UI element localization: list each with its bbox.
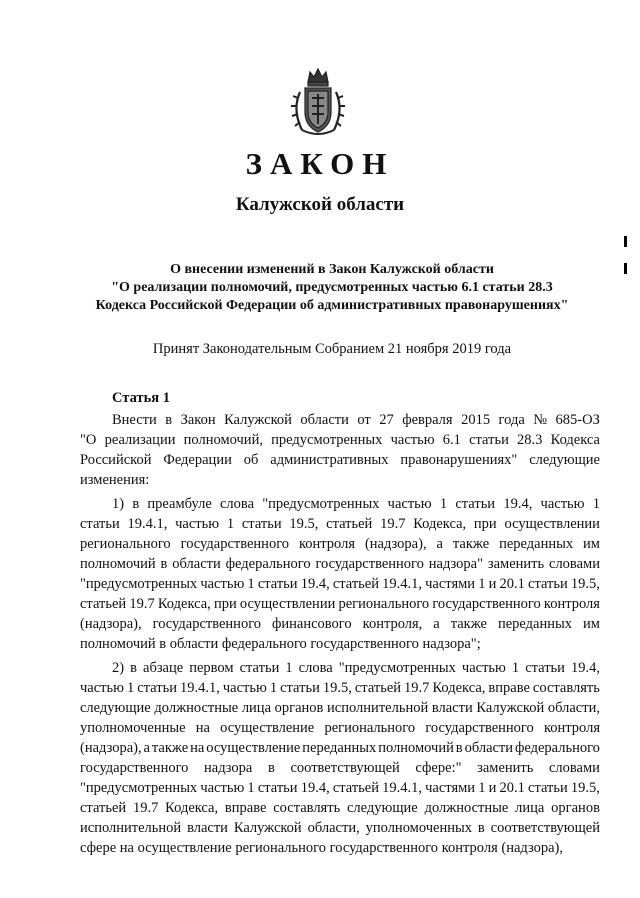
word: статьей — [332, 780, 379, 796]
document-subtitle: Калужской области — [235, 194, 405, 215]
text-line — [80, 658, 600, 678]
word: а — [436, 536, 443, 552]
word: 19.4.1, — [382, 576, 422, 592]
article-title: Статья 1 — [112, 390, 170, 406]
word: реализации — [104, 432, 176, 448]
document-title: ЗАКОН — [245, 146, 395, 181]
word: следующие — [80, 700, 151, 716]
word: 19.5, — [570, 576, 600, 592]
heading-line: О внесении изменений в Закон Калужской области — [170, 262, 494, 277]
word: 28.3 — [517, 432, 543, 448]
word: Калужской — [476, 700, 545, 716]
text-line — [80, 450, 600, 470]
word: Калужской — [224, 412, 292, 428]
word: в — [160, 556, 168, 572]
word: 685-ОЗ — [555, 412, 600, 428]
word: абзаце — [143, 660, 184, 676]
word: составлять — [273, 800, 341, 816]
word: уполномоченных — [365, 820, 472, 836]
text-line — [80, 514, 600, 534]
word: изменения: — [80, 472, 150, 488]
word: 19.7 — [380, 516, 406, 532]
word: лица — [515, 800, 545, 816]
word: власти — [431, 700, 473, 716]
word: осуществлении — [239, 596, 336, 612]
word: полномочий — [378, 740, 454, 756]
word: года — [498, 412, 525, 428]
word: статьей — [80, 596, 127, 612]
word: государственного — [152, 616, 262, 632]
word: частью — [461, 660, 506, 676]
word: 1) — [112, 496, 125, 512]
word: и — [488, 576, 497, 592]
word: соответствующей — [290, 760, 400, 776]
word: "предусмотренных — [338, 660, 456, 676]
word: 19.4.1, — [382, 780, 422, 796]
margin-marks — [624, 236, 628, 276]
word: осуществлении — [504, 516, 600, 532]
text-line — [80, 838, 600, 858]
text-line — [80, 778, 600, 798]
word: Российской — [80, 452, 152, 468]
word: первом — [189, 660, 234, 676]
word: статьи — [469, 432, 509, 448]
word: частью — [222, 680, 267, 696]
word: 19.5, — [570, 780, 600, 796]
word: статьей — [354, 680, 402, 696]
word: в — [455, 740, 463, 756]
word: частью — [80, 680, 124, 696]
word: статьи — [239, 660, 280, 676]
word: в — [132, 496, 140, 512]
paragraph — [80, 494, 600, 654]
word: предусмотренных — [271, 432, 383, 448]
word: исполнительной — [327, 700, 429, 716]
word: осуществление — [137, 840, 232, 856]
adoption-note: Принят Законодательным Собранием 21 ноября 2019 года — [152, 341, 512, 357]
word: регионального — [80, 536, 171, 552]
word: 2015 — [461, 412, 491, 428]
word: 19.7 — [404, 680, 430, 696]
word: 1 — [511, 660, 520, 676]
word: административных — [270, 452, 389, 468]
text-line — [80, 410, 600, 430]
word: 1 — [478, 780, 486, 796]
word: 19.4, — [570, 660, 600, 676]
text-line — [80, 798, 600, 818]
word: осуществление — [206, 740, 301, 756]
word: 19.7 — [129, 596, 155, 612]
word: сфере:" — [415, 760, 462, 776]
text-line — [80, 634, 600, 654]
text-line — [80, 534, 600, 554]
word: Федерации — [163, 452, 232, 468]
word: регионального — [338, 596, 430, 612]
word: власти — [187, 820, 228, 836]
word: следующие — [347, 800, 418, 816]
word: регионального — [324, 720, 416, 736]
word: области — [172, 556, 221, 572]
word: Калужской — [233, 820, 302, 836]
word: "предусмотренных — [80, 576, 198, 592]
word: 1 — [478, 576, 486, 592]
word: федерального — [514, 740, 600, 756]
word: Закон — [180, 412, 216, 428]
text-line — [80, 430, 600, 450]
word: Кодекса — [550, 432, 600, 448]
paragraph — [80, 410, 600, 490]
word: им — [583, 536, 600, 552]
word: 19.5, — [322, 680, 352, 696]
word: вправе — [224, 800, 267, 816]
word: (надзора), — [80, 616, 142, 632]
margin-mark — [624, 236, 627, 247]
word: статьей — [326, 516, 373, 532]
word: органов — [274, 700, 324, 716]
word: вправе — [488, 680, 530, 696]
word: статьи — [137, 680, 177, 696]
word: государственного — [329, 840, 439, 856]
word: статьи — [241, 516, 282, 532]
word: 1 — [226, 516, 235, 532]
word: (надзора), — [80, 740, 142, 756]
word: статьи — [525, 660, 565, 676]
word: также — [450, 616, 487, 632]
word: слова — [298, 660, 333, 676]
word: словами — [548, 760, 600, 776]
word: частью — [540, 496, 585, 512]
word: "предусмотренных — [262, 496, 380, 512]
word: государственного — [315, 556, 424, 572]
word: контроля, — [362, 616, 423, 632]
word: 1 — [247, 780, 255, 796]
word: полномочий в области федерального государственного надзора"; — [80, 636, 481, 652]
word: 1 — [247, 576, 255, 592]
text-line — [80, 678, 600, 698]
word: надзора — [204, 760, 253, 776]
word: в — [267, 760, 275, 776]
word: полномочий — [80, 556, 156, 572]
word: государственного — [180, 536, 290, 552]
word: Кодекса, — [413, 516, 467, 532]
word: составлять — [532, 680, 600, 696]
word: 19.4.1, — [127, 516, 168, 532]
word: от — [357, 412, 371, 428]
word: осуществление — [220, 720, 315, 736]
word: 1 — [285, 660, 293, 676]
word: 19.4.1, — [179, 680, 220, 696]
word: 2) — [112, 660, 125, 676]
margin-mark — [624, 263, 627, 274]
word: Кодекса, — [157, 596, 211, 612]
word: на — [195, 720, 210, 736]
word: исполнительной — [80, 820, 182, 836]
law-heading — [60, 261, 604, 315]
text-line — [80, 818, 600, 838]
word: соответствующей — [490, 820, 600, 836]
word: государственного — [80, 760, 189, 776]
word: статьи — [280, 680, 320, 696]
word: переданных — [302, 740, 377, 756]
coat-of-arms-emblem — [288, 66, 348, 138]
word: при — [473, 516, 497, 532]
word: статьей — [332, 576, 379, 592]
word: (надзора), — [501, 840, 563, 856]
word: "предусмотренных — [80, 780, 198, 796]
word: статьи — [528, 780, 568, 796]
word: контроля — [543, 596, 600, 612]
word: статьи — [257, 576, 298, 592]
word: 1 — [269, 680, 278, 696]
word: преамбуле — [147, 496, 212, 512]
word: 19.4, — [300, 780, 330, 796]
word: следующие — [529, 452, 600, 468]
word: должностные — [154, 700, 239, 716]
text-line — [80, 594, 600, 614]
text-line — [80, 614, 600, 634]
word: финансового — [272, 616, 352, 632]
text-line — [80, 698, 600, 718]
word: в — [165, 412, 173, 428]
word: февраля — [402, 412, 453, 428]
word: Кодекса, — [165, 800, 219, 816]
word: им — [582, 616, 600, 632]
word: на — [119, 840, 134, 856]
word: лица — [241, 700, 272, 716]
word: 6.1 — [442, 432, 461, 448]
word: также — [151, 740, 189, 756]
heading-line: "О реализации полномочий, предусмотренных частью 6.1 статьи 28.3 — [111, 280, 553, 295]
word: области — [300, 412, 349, 428]
word: частью — [175, 516, 220, 532]
word: 1 — [439, 496, 448, 512]
paragraph — [80, 658, 600, 858]
word: частью — [200, 576, 245, 592]
word: статьи — [455, 496, 496, 512]
heading-line: Кодекса Российской Федерации об административных правонарушениях" — [95, 298, 569, 313]
word: статьей — [80, 800, 127, 816]
word: словами — [549, 556, 600, 572]
word: контроля — [441, 840, 498, 856]
text-line — [80, 470, 600, 490]
word: государственного — [425, 720, 534, 736]
word: частями — [425, 780, 476, 796]
word: частью — [200, 780, 245, 796]
word: переданных — [497, 616, 572, 632]
word: контроля — [298, 536, 356, 552]
article-body — [80, 410, 600, 862]
word: 20.1 — [499, 576, 525, 592]
word: Внести — [112, 412, 157, 428]
word: статьи — [80, 516, 120, 532]
word: а — [143, 740, 150, 756]
word: в — [477, 820, 485, 836]
text-line — [80, 738, 600, 758]
word: статьи — [528, 576, 568, 592]
word: (надзора), — [364, 536, 427, 552]
word: слова — [220, 496, 255, 512]
word: должностные — [424, 800, 509, 816]
word: 27 — [379, 412, 394, 428]
word: частью — [387, 496, 432, 512]
word: области — [464, 740, 514, 756]
word: 19.4, — [503, 496, 533, 512]
word: 19.5, — [289, 516, 319, 532]
word: также — [452, 536, 490, 552]
word: на — [190, 740, 205, 756]
word: государственного — [432, 596, 541, 612]
word: 19.4, — [300, 576, 330, 592]
word: 1 — [126, 680, 135, 696]
word: 20.1 — [499, 780, 525, 796]
text-line — [80, 494, 600, 514]
word: регионального — [235, 840, 327, 856]
word: "О — [80, 432, 97, 448]
text-line — [80, 758, 600, 778]
text-line — [80, 574, 600, 594]
word: статьи — [257, 780, 298, 796]
word: контроля — [543, 720, 600, 736]
text-line — [80, 718, 600, 738]
word: области, — [547, 700, 600, 716]
word: заменить — [477, 760, 534, 776]
word: Кодекса, — [432, 680, 486, 696]
word: частью — [390, 432, 435, 448]
word: федерального — [225, 556, 311, 572]
word: заменить — [487, 556, 545, 572]
word: 19.7 — [132, 800, 159, 816]
word: надзора" — [428, 556, 484, 572]
word: переданных — [499, 536, 574, 552]
word: сфере — [80, 840, 117, 856]
word: органов — [551, 800, 600, 816]
word: при — [213, 596, 237, 612]
word: а — [433, 616, 440, 632]
word: полномочий, — [183, 432, 263, 448]
word: и — [488, 780, 497, 796]
word: 1 — [592, 496, 600, 512]
word: № — [533, 412, 548, 428]
word: об — [243, 452, 259, 468]
word: области, — [307, 820, 360, 836]
word: в — [130, 660, 137, 676]
word: уполномоченные — [80, 720, 186, 736]
word: правонарушениях" — [400, 452, 518, 468]
word: частями — [425, 576, 476, 592]
text-line — [80, 554, 600, 574]
